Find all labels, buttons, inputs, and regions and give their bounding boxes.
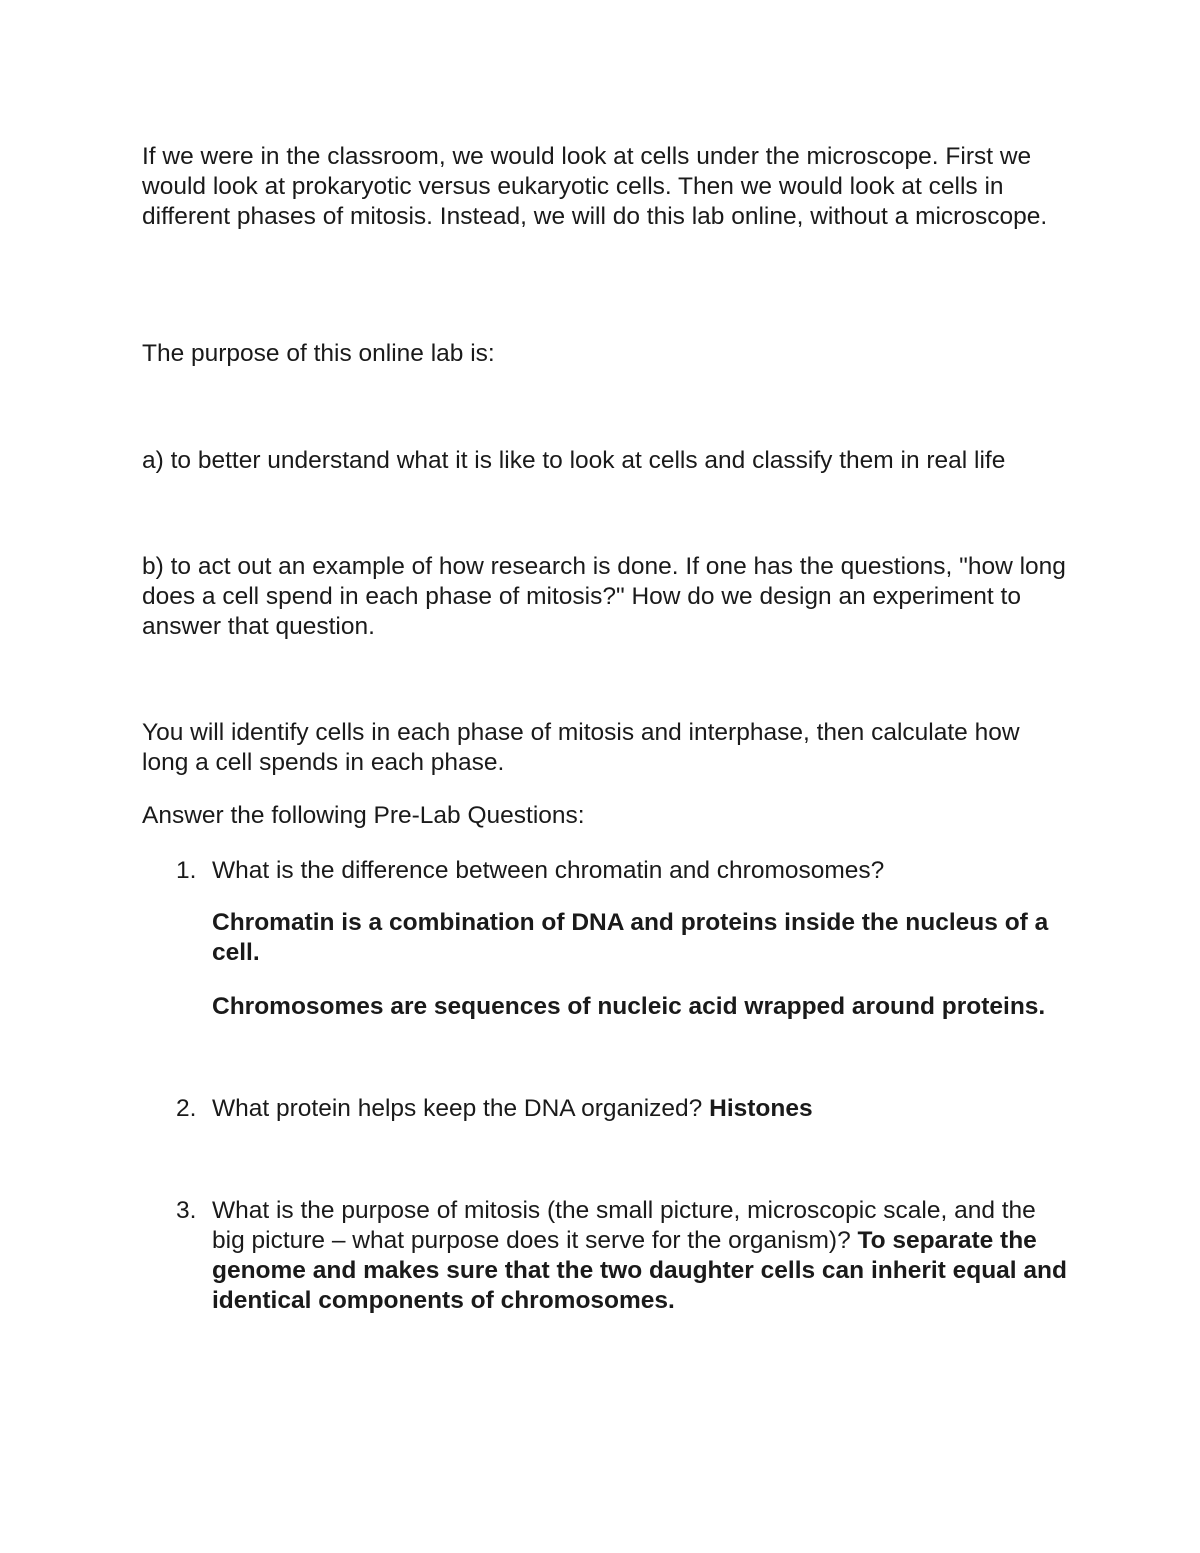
question-text-inline: What protein helps keep the DNA organized? [212, 1095, 703, 1122]
purpose-item-a: a) to better understand what it is like to look at cells and classify them in real life [142, 447, 1006, 474]
answer-text: To separate the genome and makes sure that the two daughter cells can inherit equal and identical components of chromosomes. [212, 1227, 1067, 1314]
question-text [212, 1196, 1067, 1316]
purpose-item-b: b) to act out an example of how research is done. If one has the questions, "how long does a cell spend in each phase of mitosis?" How do we design an experiment to answer that question. [142, 553, 1066, 640]
intro-paragraph: If we were in the classroom, we would look at cells under the microscope. First we would look at prokaryotic versus eukaryotic cells. Then we would look at cells in different phases of mitosis. Instead, we will do this lab online, without a microscope. [142, 143, 1048, 230]
question-number: 2. [176, 1095, 197, 1122]
question-number: 3. [176, 1197, 197, 1224]
question-number: 1. [176, 857, 197, 884]
question-text-inline: What is the purpose of mitosis (the small picture, microscopic scale, and the big picture – what purpose does it serve for the organism)? [212, 1197, 1036, 1254]
prelab-heading: Answer the following Pre-Lab Questions: [142, 802, 585, 829]
identify-paragraph: You will identify cells in each phase of mitosis and interphase, then calculate how long a cell spends in each phase. [142, 719, 1020, 776]
question-text [212, 1094, 1067, 1124]
question-text: What is the difference between chromatin and chromosomes? [212, 857, 885, 884]
purpose-heading: The purpose of this online lab is: [142, 340, 495, 367]
answer-text: Chromosomes are sequences of nucleic acid wrapped around proteins. [212, 993, 1046, 1020]
document-page [142, 0, 1072, 1553]
answer-text: Chromatin is a combination of DNA and proteins inside the nucleus of a cell. [212, 909, 1049, 966]
answer-text: Histones [709, 1095, 813, 1122]
